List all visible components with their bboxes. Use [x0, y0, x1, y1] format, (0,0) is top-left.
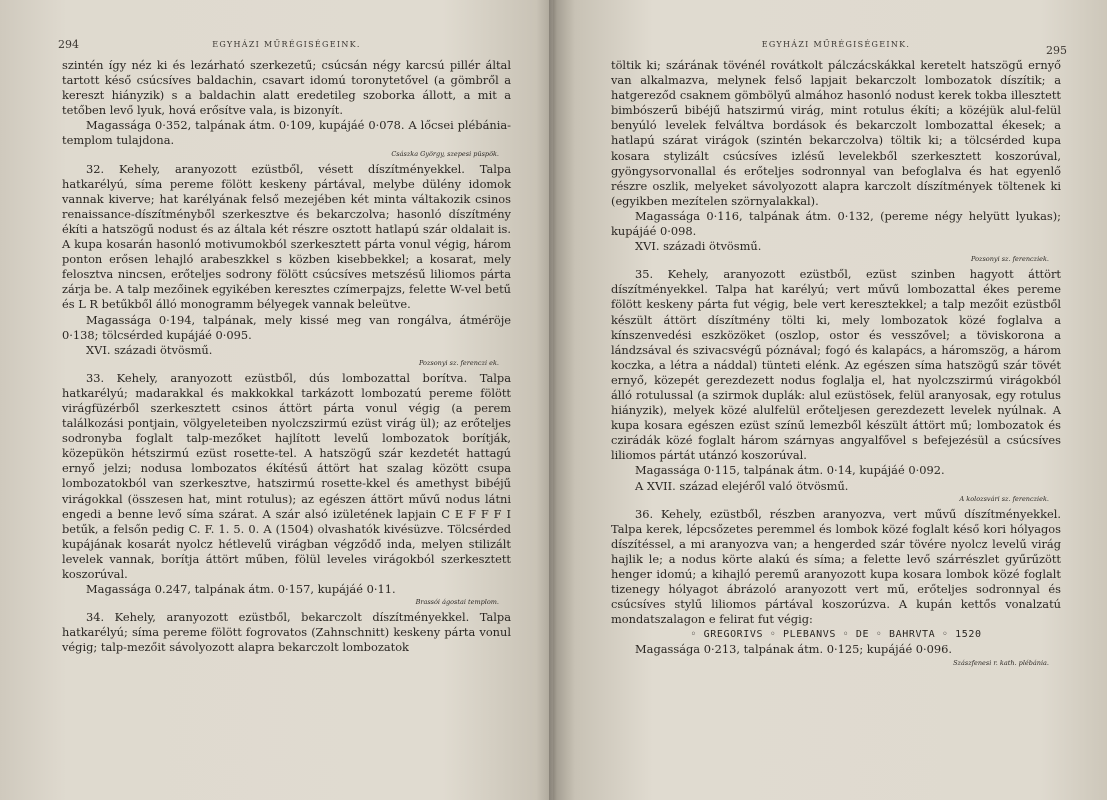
paragraph: töltik ki; szárának tövénél rovátkolt pálczácskákkal keretelt hatszögű ernyő van alkalmazva, melynek felső lapjait bekarczolt lombozatok díszítik; a hatgereződ csaknem gömbölyű almához hasonló nodust kerek tokba illesztett bimbószerű bibéjű hatszirmú virág, mint rotulus ékíti; a közéjük alul-felül benyúló levelek felváltva bordások és bekarczolt lombozattal ékesek; a hatlapú szárat virágok (szintén bekarczolva) töltik ki; a tölcsérded kupa kosara stylizált csúcsíves izlésű levelekből szerkesztett koszorúval, gyöngysorvonallal és erőteljes sodronnyal van befoglalva és hat egyenlő részre oszlik, melyeket sávolyozott alapra karczolt díszítmények töltenek ki (egyikben mezítelen szörnyalakkal). — [611, 58, 1061, 208]
owner-attribution: Császka György, szepesi püspök. — [391, 149, 499, 158]
paragraph: 35. Kehely, aranyozott ezüstből, ezüst szinben hagyott áttört díszítményekkel. Talpa hat karélyú; vert művű lombozattal ékes pereme fölött keskeny párta fut végig, bele vert keresztekkel; a talp mezőit ezüstből készült áttört díszítmény tölti ki, mely lombozatok közé foglalva a kínszenvedési eszközöket (oszlop, ostor és vesszővel; a töviskorona a lándzsával és szivacsvégű póznával; fogó és kalapács, a háromszög, a három koczka, a létra a náddal) tünteti elénk. Az egészen síma hatszögű szár tövét ernyő, közepét gerezdezett nodus foglalja el, hat nyolczszirmú virágokból álló rotulussal (a szirmok duplák: alul ezüstösek, felül aranyosak, egy rotulus hiányzik), melyek közé alulfelül erőteljesen gerezdezett levelek nyúlnak. A kupa kosara egészen ezüst színű lemezből készült áttört mű; lombozatok és czirádák közé foglalt három szárnyas angyalfővel s befejezésül a csúcsíves liliomos pártát utánzó koszorúval. — [611, 267, 1061, 463]
paragraph: XVI. századi ötvösmű. — [635, 239, 762, 254]
left-page — [0, 0, 553, 800]
book-gutter-shadow — [549, 0, 557, 800]
inscription-line: ◦ GREGORIVS ◦ PLEBANVS ◦ DE ◦ BAHRVTA ◦ 1520 — [690, 629, 982, 641]
paragraph: Magassága 0·213, talpának átm. 0·125; kupájáé 0·096. — [635, 642, 953, 657]
paragraph: 32. Kehely, aranyozott ezüstből, vésett díszítményekkel. Talpa hatkarélyú, síma pereme fölött keskeny pártával, melybe dülény idomok vannak kiverve; hat karélyának felső mezejében két minta váltakozik csinos renaissance-díszítményből szerkesztve és bekarczolva; hasonló díszítmény ékíti a hatszögű nodust és az általa két részre osztott hatlapú szár oldalait is. A kupa kosarán hasonló motivumokból szerkesztett párta vonul végig, három ponton erősen lehajló arabeszkkel s közben kisebbekkel; a kosarat, mely felosztva nincsen, erőteljes sodrony fölött csúcsíves metszésű liliomos párta zárja be. A talp mezőinek egyikében keresztes czímerpajzs, felette W-vel betű és L R betűkből álló monogramm bélyegek vannak beleütve. — [62, 161, 511, 312]
paragraph: Magassága 0·115, talpának átm. 0·14, kupájáé 0·092. — [635, 463, 945, 478]
left-page-body — [62, 58, 511, 655]
paragraph: Magassága 0.247, talpának átm. 0·157, kupájáé 0·11. — [86, 582, 396, 597]
paragraph: 34. Kehely, aranyozott ezüstből, bekarczolt díszítményekkel. Talpa hatkarélyú; síma pereme fölött fogrovatos (Zahnschnitt) keskeny párta vonul végig; talp-mezőit sávolyozott alapra bekarczolt lombozatok — [62, 610, 511, 655]
paragraph: XVI. századi ötvösmű. — [86, 342, 213, 357]
right-page-body — [611, 58, 1061, 668]
paragraph: 33. Kehely, aranyozott ezüstből, dús lombozattal borítva. Talpa hatkarélyú; madarakkal és makkokkal tarkázott lombozatú pereme fölött virágfüzérből szerkesztett csinos áttört párta vonul végig (a perem találkozási pontjain, völgyeleteiben nyolczszirmú ezüst virág ül); az erőteljes sodronyba foglalt talp-mezőket hajlított levelű lombozatok borítják, közepükön hétszirmú ezüst rosette-tel. A hatszögű szár kezdetét hattagú ernyő jelzi; nodusa lombozatos ékítésű áttört hat szalag között csupa lombozatokból van szerkesztve, hatszirmú rosette-kkel és amethyst bibéjű virágokkal (összesen hat, mint rotulus); az egészen áttört művű nodus látni engedi a benne levő síma szárat. A szár alsó izületének lapjain C E F F F I betűk, a felsőn pedig C. F. 1. 5. 0. A (1504) olvashatók kivésüzve. Tölcsérded kupájának kosarát nyolcz hétlevelű virágban végződő inda, melyen stilizált levelek vannak, borítja áttört műben, fölül leveles virágokból szerkesztett koszorúval. — [62, 370, 511, 581]
paragraph: A XVII. század elejéről való ötvösmű. — [635, 478, 849, 493]
running-head-left — [58, 38, 511, 58]
paragraph: Magassága 0·194, talpának, mely kissé meg van rongálva, átméröje 0·138; tölcsérded kupájáé 0·095. — [62, 312, 511, 342]
paragraph: 36. Kehely, ezüstből, részben aranyozva, vert művű díszítményekkel. Talpa kerek, lépcsőzetes peremmel és lombok közé foglalt késő kori hólyagos díszítéssel, a mi aranyozva van; a hengerded szár tövére nyolcz levelű virág hajlik le; a nodus körte alakú és síma; a felette levő szárrészlet gyűrűzött henger idomú; a kihajló peremű aranyozott kupa kosara lombok közé foglalt tizenegy hólyagot ábrázoló aranyozott vert mű, erőteljes sodronnyal és csúcsíves stylű liliomos pártával koszorúzva. A kupán kettős vonalzatú mondatszalagon e felirat fut végig: — [611, 506, 1061, 627]
running-head-right — [611, 40, 1067, 58]
page-number-right: 295 — [1046, 44, 1067, 57]
running-head-title-right: EGYHÁZI MŰRÉGISÉGEINK. — [761, 40, 911, 49]
owner-attribution: Brassói ágostai templom. — [415, 598, 499, 607]
owner-attribution: A kolozsvári sz. ferencziek. — [959, 494, 1049, 503]
right-page — [553, 0, 1107, 800]
paragraph: Magassága 0·116, talpának átm. 0·132, (pereme négy helyütt lyukas); kupájáé 0·098. — [611, 208, 1061, 239]
owner-attribution: Pozsonyi sz. ferenczi ek. — [418, 358, 499, 367]
owner-attribution: Szászfenesi r. kath. plébánia. — [953, 658, 1049, 667]
page-number-left: 294 — [58, 38, 79, 51]
paragraph: Magassága 0·352, talpának átm. 0·109, kupájáé 0·078. A lőcsei plébánia-templom tulajdona. — [62, 118, 511, 148]
owner-attribution: Pozsonyi sz. ferencziek. — [971, 255, 1049, 264]
running-head-title-left: EGYHÁZI MŰRÉGISÉGEINK. — [212, 40, 361, 49]
paragraph: szintén így néz ki és lezárható szerkezetű; csúcsán négy karcsú pillér által tartott késő csúcsíves baldachin, csavart idomú toronytetővel (a gömbről a kereszt hiányzik) s a baldachin alatt eredetileg szoborka állott, a mit a tetőben levő lyuk, hová erősítve vala, is bizonyít. — [62, 58, 511, 118]
